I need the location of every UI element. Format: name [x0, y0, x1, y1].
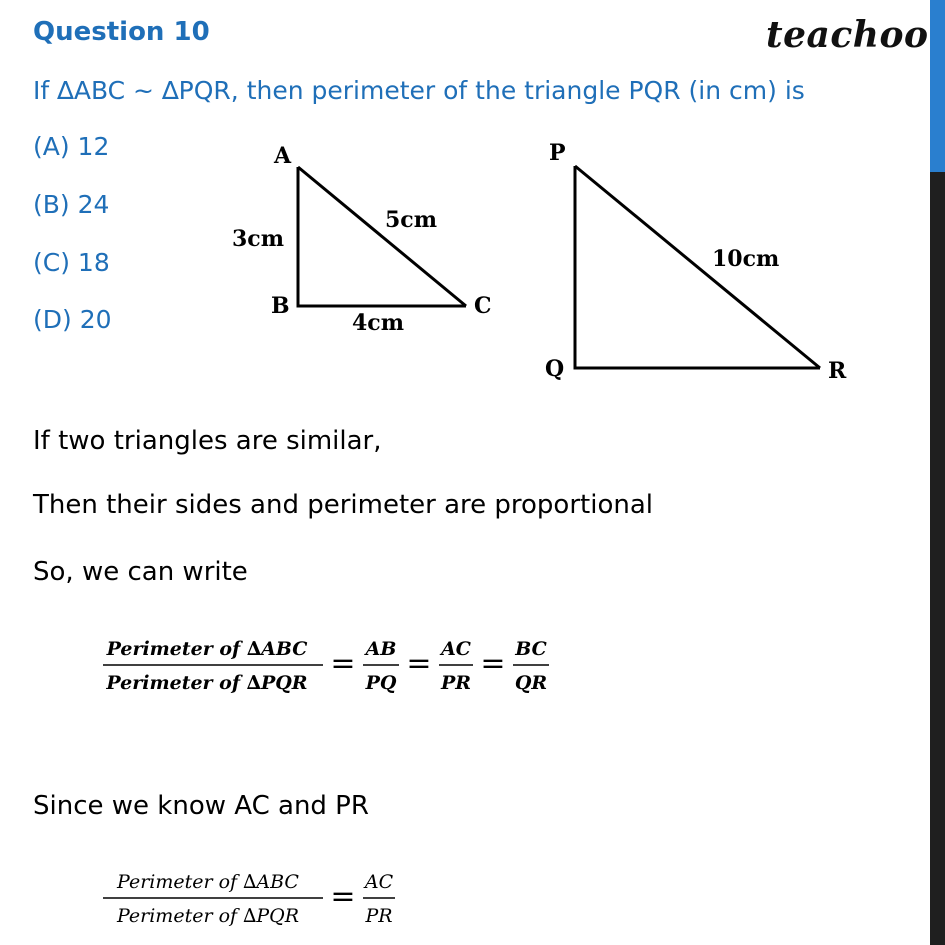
eq1-denominator-qr: QR	[514, 672, 548, 694]
vertex-label-p: P	[549, 140, 566, 166]
eq2-numerator-ac: AC	[364, 871, 394, 893]
equation-ac-pr-ratio	[95, 860, 415, 940]
eq2-denominator-pr: PR	[365, 905, 393, 927]
vertex-label-a: A	[274, 143, 292, 169]
slide-sidebar-accent	[930, 0, 945, 172]
eq2-equals: =	[330, 879, 356, 914]
eq1-equals-3: =	[480, 646, 506, 681]
eq1-numerator-ac: AC	[441, 638, 471, 660]
eq1-denominator-perimeter-pqr: Perimeter of ∆PQR	[106, 672, 308, 694]
option-a: (A) 12	[33, 132, 110, 161]
equation-proportional-perimeters	[95, 625, 575, 705]
eq1-numerator-ab: AB	[365, 638, 397, 660]
eq2-numerator-perimeter-abc: Perimeter of ∆ABC	[117, 871, 299, 893]
solution-line-3: So, we can write	[33, 557, 248, 587]
eq2-denominator-perimeter-pqr: Perimeter of ∆PQR	[116, 905, 300, 927]
option-b: (B) 24	[33, 190, 110, 219]
triangle-abc	[232, 143, 492, 336]
side-label-pr: 10cm	[712, 246, 780, 272]
brand-logo: teachoo	[766, 14, 929, 56]
vertex-label-r: R	[828, 358, 847, 384]
vertex-label-b: B	[271, 293, 290, 319]
side-label-ab: 3cm	[232, 226, 284, 252]
solution-line-2: Then their sides and perimeter are proportional	[33, 490, 653, 520]
eq1-denominator-pq: PQ	[365, 672, 397, 694]
solution-line-1: If two triangles are similar,	[33, 426, 382, 456]
option-c: (C) 18	[33, 248, 110, 277]
eq1-numerator-perimeter-abc: Perimeter of ∆ABC	[106, 638, 308, 660]
vertex-label-c: C	[474, 293, 492, 319]
side-label-bc: 4cm	[352, 310, 404, 336]
triangle-pqr	[545, 140, 847, 384]
question-text: If ∆ABC ~ ∆PQR, then perimeter of the triangle PQR (in cm) is	[33, 76, 805, 105]
vertex-label-q: Q	[545, 356, 565, 382]
eq1-numerator-bc: BC	[515, 638, 547, 660]
solution-line-4: Since we know AC and PR	[33, 791, 369, 821]
question-title: Question 10	[33, 17, 210, 47]
triangle-pqr-hypotenuse	[575, 166, 820, 368]
triangle-abc-hypotenuse	[298, 167, 466, 306]
eq1-equals-2: =	[406, 646, 432, 681]
triangle-figure	[0, 0, 930, 400]
side-label-ac: 5cm	[385, 207, 437, 233]
option-d: (D) 20	[33, 305, 112, 334]
eq1-equals-1: =	[330, 646, 356, 681]
eq1-denominator-pr: PR	[440, 672, 472, 694]
